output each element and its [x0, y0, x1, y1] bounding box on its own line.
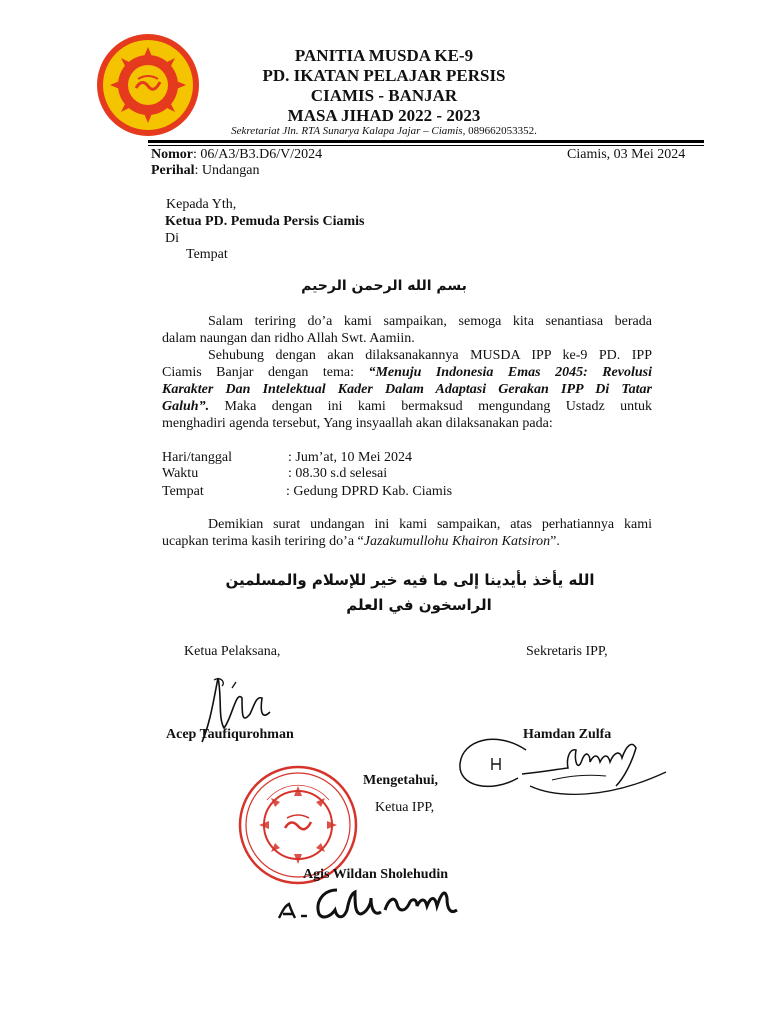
nomor-line [151, 146, 322, 163]
body-p1-line1-text: Salam teriring do’a kami sampaikan, semoga kita senantiasa berada [208, 314, 652, 329]
right-signature [456, 728, 670, 808]
header-line-4: MASA JIHAD 2022 - 2023 [287, 106, 481, 125]
center-sign-title: Ketua IPP, [375, 800, 435, 815]
recipient-name: Ketua PD. Pemuda Persis Ciamis [165, 214, 365, 229]
perihal-line [151, 162, 259, 179]
center-signature [275, 880, 465, 930]
perihal-label: Perihal [151, 163, 195, 178]
theme-part-3: Galuh”. [162, 399, 210, 414]
phone-text: 089662053352. [465, 125, 537, 137]
basmalah: بسم الله الرحمن الرحيم [301, 278, 467, 294]
header-line-1: PANITIA MUSDA KE-9 [294, 46, 474, 65]
header-address [0, 125, 768, 137]
closing-line2-italic: Jazakumullohu Khairon Katsiron [363, 534, 551, 549]
theme-part-2: Karakter Dan Intelektual Kader Dalam Adaptasi Gerakan IPP Di Tatar [162, 382, 652, 397]
center-sign-name: Agis Wildan Sholehudin [303, 867, 449, 882]
recipient-greeting: Kepada Yth, [166, 197, 237, 212]
schedule-label-0: Hari/tanggal [162, 450, 232, 465]
body-p1-line1 [162, 313, 652, 330]
body-p2-line2-text: Ciamis Banjar dengan tema: [162, 365, 369, 380]
recipient-tempat: Tempat [186, 247, 228, 262]
mengetahui-label: Mengetahui, [363, 773, 439, 788]
right-sign-title: Sekretaris IPP, [526, 644, 608, 659]
recipient-di: Di [165, 231, 179, 246]
schedule-value-2: : Gedung DPRD Kab. Ciamis [286, 484, 453, 499]
doa-line-2: الراسخون في العلم [346, 596, 492, 614]
closing-line2-b: ”. [550, 534, 560, 549]
place-date: Ciamis, 03 Mei 2024 [567, 147, 686, 162]
header-rule-thick [148, 140, 704, 143]
closing-line1 [162, 516, 652, 533]
right-sign-name: Hamdan Zulfa [523, 727, 612, 742]
schedule-value-0: : Jum’at, 10 Mei 2024 [288, 450, 413, 465]
schedule-value-1: : 08.30 s.d selesai [288, 466, 388, 481]
closing-line2 [162, 533, 560, 550]
body-p2-line4 [162, 398, 652, 415]
schedule-label-1: Waktu [162, 466, 199, 481]
left-sign-title: Ketua Pelaksana, [184, 644, 281, 659]
nomor-value: : 06/A3/B3.D6/V/2024 [193, 147, 323, 162]
perihal-value: : Undangan [194, 163, 260, 178]
header-line-2: PD. IKATAN PELAJAR PERSIS [262, 66, 506, 85]
schedule-label-2: Tempat [162, 484, 204, 499]
body-p2-line5: menghadiri agenda tersebut, Yang insyaallah akan dilaksanakan pada: [162, 416, 553, 431]
body-p2-line2 [162, 364, 652, 381]
body-p2-line1-text: Sehubung dengan akan dilaksanakannya MUSDA IPP ke-9 PD. IPP [208, 348, 652, 363]
body-p1-line2: dalam naungan dan ridho Allah Swt. Aamiin. [162, 331, 415, 346]
closing-line1-text: Demikian surat undangan ini kami sampaikan, atas perhatiannya kami [208, 517, 652, 532]
theme-part-1: “Menuju Indonesia Emas 2045: Revolusi [368, 365, 652, 380]
body-p2-line1 [162, 347, 652, 364]
header-line-3: CIAMIS - BANJAR [310, 86, 458, 105]
address-text: Sekretariat Jln. RTA Sunarya Kalapa Jajar – Ciamis, [231, 125, 466, 137]
left-sign-name: Acep Taufiqurohman [166, 727, 294, 742]
doa-line-1: الله يأخذ بأيدينا إلى ما فيه خير للإسلام والمسلمين [225, 571, 595, 589]
closing-line2-a: ucapkan terima kasih teriring do’a “ [162, 534, 364, 549]
nomor-label: Nomor [151, 147, 193, 162]
body-p2-line4-text: Maka dengan ini kami bermaksud mengundang Ustadz untuk [209, 399, 652, 414]
